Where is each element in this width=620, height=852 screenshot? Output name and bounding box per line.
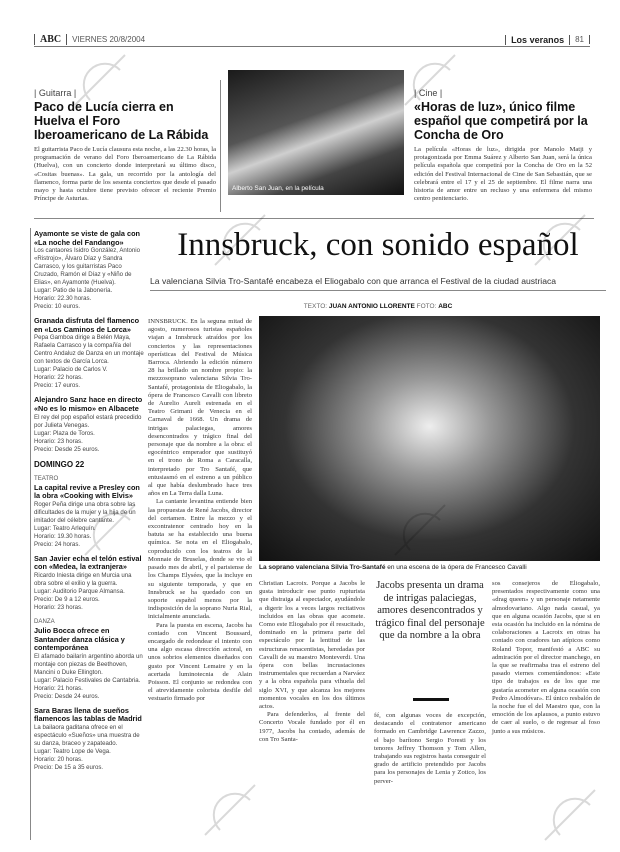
article-column-1 <box>148 318 252 704</box>
film-photo <box>228 70 404 195</box>
event-venue: Lugar: Palacio de Carlos V. <box>34 366 108 374</box>
event-time: Horario: 20 horas. <box>34 755 83 763</box>
event-text: Los cantaores Isidro González, Antonio «Ristrojo», Álvaro Díaz y Sandra Carrasco, y los guitarristas Paco Cruzado, Ramón el Díaz y «Niño de Elias», en Ayamonte (Huelva). <box>34 247 141 287</box>
article-column-2 <box>259 580 365 744</box>
event-text: El afamado bailarín argentino aborda un montaje con piezas de Beethoven, Mancini o Duke Ellington. <box>34 652 143 676</box>
article-title: Paco de Lucía cierra en Huelva el Foro Iberoamericano de La Rábida <box>34 100 209 142</box>
event-venue: Lugar: Auditorio Parque Almansa. <box>34 587 125 595</box>
event-time: Horario: 23 horas. <box>34 603 83 611</box>
photo-caption: Alberto San Juan, en la película <box>232 185 324 192</box>
event-time: Horario: 22 horas. <box>34 374 83 382</box>
byline-author: JUAN ANTONIO LLORENTE <box>328 303 415 310</box>
paragraph: sos consejeros de Eliogabalo, presentados respectivamente como una «drag queen» y un personaje netamente almodovariano. Algo nada casual, ya que en alguna ocasión Jacobs, que si en esta ocasión ha incluido en la nómina de colaboraciones a Lacroix en otras ha contado con cradores tan atípicos como Roland Topor, manifestó a ABC su admiración por el director manchego, en la que se reafirmaba tras el estreno del pasado viernes comentándonos: «Este tipo de trabajos es de los que me gustaría acometer en alguna ocasión con Pedro Almodóvar». El único resbalón de la noche fue el del Maestro que, con la emoción de los aplausos, a punto estuvo de caer al suelo, o de regresar al foso junto a sus músicos. <box>492 580 600 735</box>
caption-text: en una escena de la ópera de Francesco Cavalli <box>385 564 527 571</box>
event-price: Precio: 17 euros. <box>34 382 81 390</box>
paragraph: Para la puesta en escena, Jacobs ha contado con Vincent Boussard, encargado de redondear el intento con una algo escasa dirección actoral, en unos sobrios elementos diseñados con gusto por Vincent Lemaire y en la acertada luminotecnia de Alain Poisson. El conjunto se redondea con el atrevidamente colorista desfile del vestuario firmado por <box>148 621 252 703</box>
event-title: Ayamonte se viste de gala con «La noche del Fandango» <box>34 229 140 247</box>
event-time: Horario: 22.30 horas. <box>34 295 92 303</box>
article-title: «Horas de luz», único filme español que competirá por la Concha de Oro <box>414 100 588 142</box>
event-title: La capital revive a Presley con la obra «Cooking with Elvis» <box>34 482 140 501</box>
event-title: San Javier echa el telón estival con «Medea, la extranjera» <box>34 553 142 572</box>
event-item <box>34 707 144 772</box>
sidebar-rule <box>30 228 31 840</box>
event-price: Precio: 24 horas. <box>34 540 81 548</box>
opera-photo-caption <box>259 564 604 571</box>
event-text: Pepa Gamboa dirige a Belén Maya, Rafaela Carrasco y la compañía del Centro Andaluz de Danza en un montaje con textos de García Lorca. <box>34 334 144 366</box>
section-name: Los veranos <box>505 35 570 45</box>
category-label: DANZA <box>34 617 55 625</box>
event-venue: Lugar: Teatro Arlequín. <box>34 524 96 532</box>
paragraph: Christian Lacroix. Porque a Jacobs le gusta introducir ese punto rupturista que distraiga al espectador, ayudándole a digerir los a veces largos recitativos incluidos en las obras que acomete. Como este Eliogabalo por él resucitado, dominado en la primera parte del espectáculo por la lentitud de las estructuras renacentistas, heredadas por Cavalli de su maestro Monteverdi. Una ópera con bellas incrustaciones instrumentales que recuerdan a Narváez y a la obra española para vihuela del siglo XVI, y que alcanza los mejores momentos vocales en los dos últimos actos. <box>259 580 365 711</box>
event-venue: Lugar: Palacio Festivales de Cantabria. <box>34 676 141 684</box>
photo-credit: ABC <box>438 303 453 310</box>
caption-bold: La soprano valenciana Silvia Tro-Santafé <box>259 564 386 571</box>
abc-logo: ABC <box>34 34 67 45</box>
photo-credit-label: FOTO: <box>416 303 437 310</box>
pull-quote-rule <box>413 698 449 701</box>
paragraph: Para defenderlos, al frente del Concerto Vocale fundado por él en 1977, Jacobs ha contado, además de con Tro Santa- <box>259 711 365 743</box>
event-title: Alejandro Sanz hace en directo «No es lo mismo» en Albacete <box>34 395 143 413</box>
main-deck: La valenciana Silvia Tro-Santafé encabeza el Eliogabalo con que arranca el Festival de la ciudad austriaca <box>150 276 606 291</box>
abc-watermark-icon <box>200 780 260 840</box>
event-venue: Lugar: Teatro Lope de Vega. <box>34 747 111 755</box>
event-item <box>34 627 144 701</box>
events-sidebar <box>34 230 144 772</box>
event-time: Horario: 21 horas. <box>34 684 83 692</box>
page-number: 81 <box>570 35 590 44</box>
event-time: Horario: 23 horas. <box>34 437 83 445</box>
article-body: La película «Horas de luz», dirigida por Manolo Matji y protagonizada por Emma Suárez y Alberto San Juan, será la única película española que competirá por la Concha de Oro en la 52 edición del Festival Internacional de Cine de San Sebastián, que se celebrará entre el 17 y el 25 de septiembre. El filme narra una historia de amor entre un recluso y una enfermera del mismo centro penitenciario. <box>414 146 592 203</box>
article-kicker: | Cine | <box>414 88 443 98</box>
abc-watermark-icon <box>540 785 600 845</box>
event-item <box>34 230 144 311</box>
byline <box>150 303 606 310</box>
category-label: TEATRO <box>34 474 59 482</box>
event-time: Horario: 19.30 horas. <box>34 532 92 540</box>
byline-label: TEXTO: <box>303 303 328 310</box>
event-item <box>34 484 144 549</box>
article-paco-de-lucia <box>34 88 216 203</box>
event-title: Granada disfruta del flamenco en «Los Caminos de Lorca» <box>34 316 140 334</box>
event-item <box>34 317 144 390</box>
paragraph: INNSBRUCK. En la seguna mitad de agosto, numerosos turistas españoles viajan a Innsbruck atraídos por los conciertos y las representaciones operísticas del Festival de Música Barroca. Abriendo la edición número 28 ha brillado un nombre propio: la mezzosoprano valenciana Silvia Tro-Santafé, protagonista de Eliogabalo, la ópera de Francesco Cavalli con libreto de Aurelio Aureli estrenada en el Teatro Grimani de Venecia en el Carnaval de 1668. Un drama de intrigas palaciegas, amores desencontrados y trágico final del personaje que da nombre a la obra: el egocéntrico emperador que sustituyó en el trono de Roma a Caracalla, interpretado por Tro Santafé, que entusiasmó en el estreno a un público al que había deslumbrado hace tres años en La Terra dalla Luna. <box>148 318 252 498</box>
divider <box>34 218 594 219</box>
paragraph: fé, con algunas voces de excepción, destacando el contratenor americano formado en Cambridge Lawrence Zazzo, el bajo barítono Sergio Foresti y los tenores Jeffrey Thomson y Tom Allen, trabajando sus registros hasta conseguir el grado de artificio pretendido por Jacobs para los personajes de Lenia y Zotico, los perver- <box>374 712 486 785</box>
event-text: Roger Peña dirige una obra sobre las dificultades de la mujer y la hija de un imitador del célebre cantante. <box>34 500 136 524</box>
pull-quote: Jacobs presenta un drama de intrigas palaciegas, amores desencontrados y trágico final del personaje que da nombre a la obra <box>375 580 485 641</box>
event-title: Julio Bocca ofrece en Santander danza clásica y contemporánea <box>34 625 125 653</box>
article-column-3 <box>374 712 486 786</box>
event-title: Sara Baras llena de sueños flamencos las tablas de Madrid <box>34 705 142 724</box>
event-text: El rey del pop español estará precedido por Julieta Venegas. <box>34 413 142 429</box>
event-price: Precio: De 15 a 35 euros. <box>34 763 104 771</box>
article-horas-de-luz <box>414 88 592 203</box>
divider <box>220 80 221 212</box>
event-item <box>34 555 144 612</box>
event-price: Precio: 10 euros. <box>34 303 81 311</box>
event-venue: Lugar: Plaza de Toros. <box>34 429 95 437</box>
event-price: Precio: Desde 25 euros. <box>34 445 100 453</box>
opera-photo <box>259 316 600 561</box>
event-venue: Lugar: Patio de la Jabonería. <box>34 287 113 295</box>
event-price: Precio: Desde 24 euros. <box>34 692 100 700</box>
page-header-left <box>34 33 364 47</box>
main-headline: Innsbruck, con sonido español <box>177 227 579 263</box>
event-text: La bailaora gaditana ofrece en el espectáculo «Sueños» una muestra de su danza, braceo y zapateado. <box>34 723 140 747</box>
paragraph: La cantante levantina entiende bien las propuestas de René Jacobs, director del certamen. Entre la mezzo y el excontratenor centrado hoy en la batuta se ha establecido una buena química. Se nota en el Eliogabalo, coproducido con los teatros de la Monnaie de Bruselas, donde se vio el pasado mes de abril, y el parisiense de los Champs Elysées, que la incluye en su siguiente temporada, y que en Innsbruck se ha quedado con un soporte español menos por la indisposición de la soprano Nuria Rial, inicialmente anunciada. <box>148 498 252 621</box>
article-column-4 <box>492 580 600 736</box>
day-heading: DOMINGO 22 <box>34 459 85 469</box>
issue-date: VIERNES 20/8/2004 <box>72 35 146 44</box>
article-kicker: | Guitarra | <box>34 88 77 98</box>
event-text: Ricardo Iniesta dirige en Murcia una obra sobre el exilio y la guerra. <box>34 571 132 587</box>
page-header-right <box>360 33 590 47</box>
event-price: Precio: De 9 a 12 euros. <box>34 595 100 603</box>
article-body: El guitarrista Paco de Lucía clausura esta noche, a las 22.30 horas, la programación de verano del Foro Iberoamericano de La Rábida (Huelva), con un concierto donde interpretará su último disco, «Cositas buenas». La gala, un recorrido por la antología del flamenco, forma parte de los sesenta conciertos que desde el pasado mayo y hasta octubre tiene previsto ofrecer el reciente Premio Príncipe de Asturias. <box>34 146 216 203</box>
event-item <box>34 396 144 453</box>
